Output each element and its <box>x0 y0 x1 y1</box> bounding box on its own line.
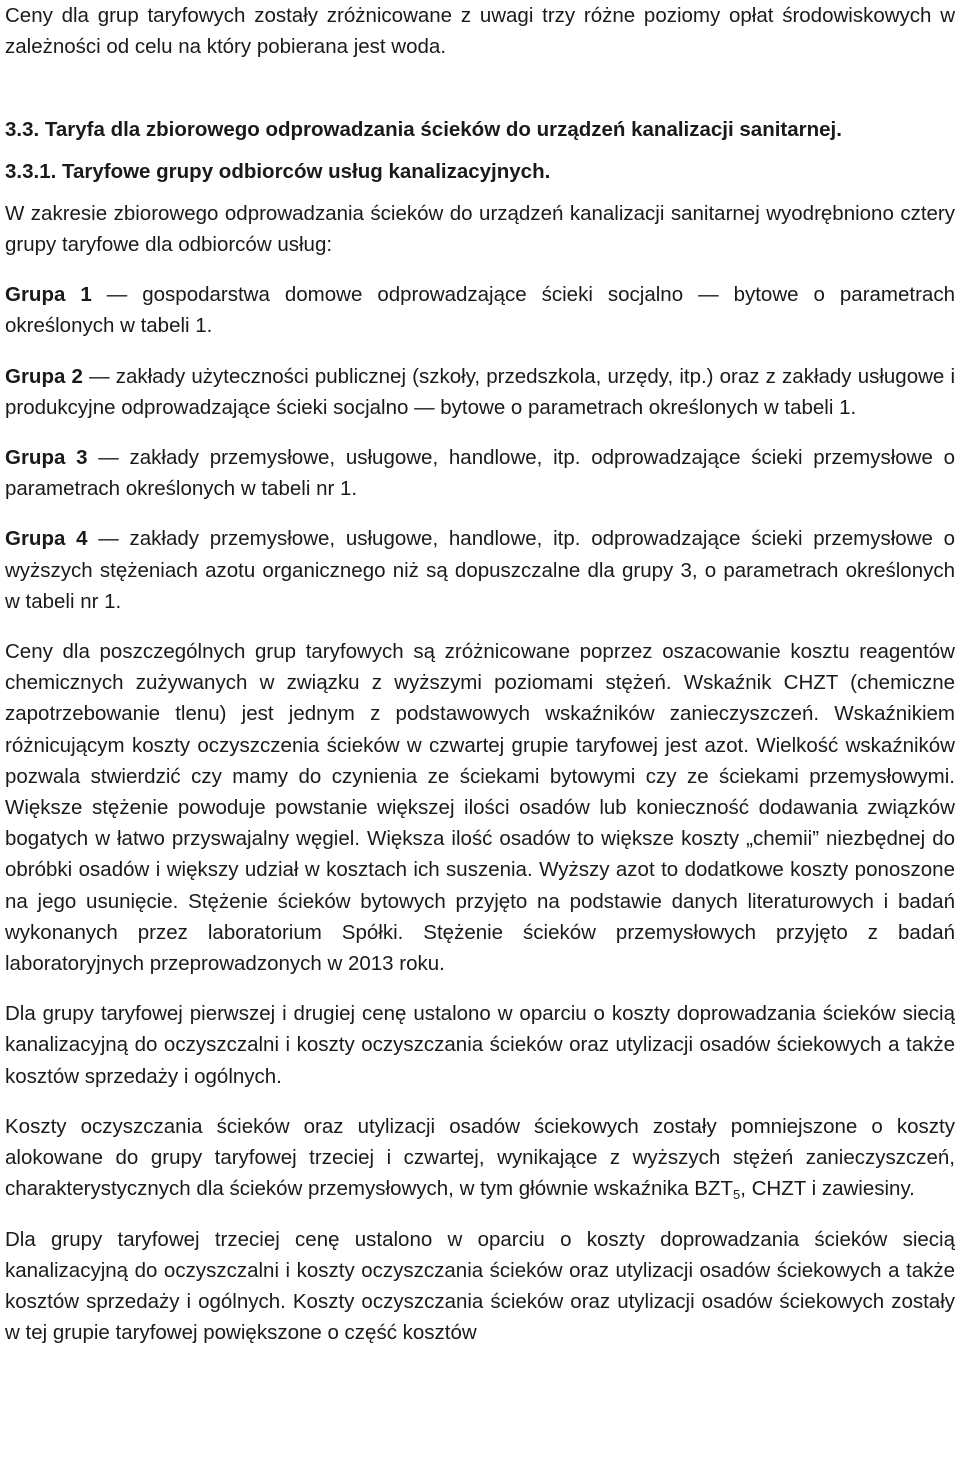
group-4-label: Grupa 4 <box>5 527 88 551</box>
group-2-text: — zakłady użyteczności publicznej (szkoły, przedszkola, urzędy, itp.) oraz z zakłady usługowe i produkcyjne odprowadzające ścieki socjalno — bytowe o parametrach określonych w tabeli 1. <box>5 364 956 419</box>
document-page <box>5 0 955 1348</box>
scope-paragraph: W zakresie zbiorowego odprowadzania ścieków do urządzeń kanalizacji sanitarnej wyodrębniono cztery grupy taryfowe dla odbiorców usług: <box>5 201 955 257</box>
group-3-pricing-paragraph: Dla grupy taryfowej trzeciej cenę ustalono w oparciu o koszty doprowadzania ścieków siecią kanalizacyjną do oczyszczalni i koszty oczyszczania ścieków oraz utylizacji osadów ściekowych a także kosztów sprzedaży i ogólnych. Koszty oczyszczania ścieków oraz utylizacji osadów ściekowych zostały w tej grupie taryfowej powiększone o część kosztów <box>5 1227 955 1345</box>
costs-text: Koszty oczyszczania ścieków oraz utylizacji osadów ściekowych zostały pomniejszone o koszty alokowane do grupy taryfowej trzeciej i czwartej, wynikające z wyższych stężeń zanieczyszczeń, charakterystycznych dla ścieków przemysłowych, w tym głównie wskaźnika BZT <box>5 1114 955 1201</box>
group-4-text: — zakłady przemysłowe, usługowe, handlowe, itp. odprowadzające ścieki przemysłowe o wyższych stężeniach azotu organicznego niż są dopuszczalne dla grupy 3, o parametrach określonych w tabeli nr 1. <box>5 527 956 613</box>
pricing-paragraph: Ceny dla poszczególnych grup taryfowych są zróżnicowane poprzez oszacowanie kosztu reagentów chemicznych zużywanych w związku z wyższymi poziomami stężeń. Wskaźnik CHZT (chemiczne zapotrzebowanie tlenu) jest jednym z podstawowych wskaźników zanieczyszczeń. Wskaźnikiem różnicującym koszty oczyszczenia ścieków w czwartej grupie taryfowej jest azot. Wielkość wskaźników pozwala stwierdzić czy mamy do czynienia ze ściekami bytowymi czy ze ściekami przemysłowymi. Większe stężenie powoduje powstanie większej ilości osadów lub konieczność dodawania związków bogatych w łatwo przyswajalny węgiel. Większa ilość osadów to większe koszty „chemii” niezbędnej do obróbki osadów i większy udział w kosztach ich suszenia. Wyższy azot to dodatkowe koszty ponoszone na jego usunięcie. Stężenie ścieków bytowych przyjęto na podstawie danych literaturowych i badań wykonanych przez laboratorium Spółki. Stężenie ścieków przemysłowych przyjęto z badań laboratoryjnych przeprowadzonych w 2013 roku. <box>5 640 955 976</box>
group-1-label: Grupa 1 <box>5 283 92 307</box>
costs-text-tail: , CHZT i zawiesiny. <box>740 1177 915 1201</box>
section-heading-3-3: 3.3. Taryfa dla zbiorowego odprowadzania ścieków do urządzeń kanalizacji sanitarnej. <box>5 118 842 142</box>
intro-paragraph: Ceny dla grup taryfowych zostały zróżnicowane z uwagi trzy różne poziomy opłat środowiskowych w zależności od celu na który pobierana jest woda. <box>5 4 955 59</box>
group-3-paragraph <box>5 442 955 504</box>
costs-paragraph <box>5 1111 955 1205</box>
group-1-text: — gospodarstwa domowe odprowadzające ścieki socjalno — bytowe o parametrach określonych w tabeli 1. <box>5 283 955 338</box>
group-3-text: — zakłady przemysłowe, usługowe, handlowe, itp. odprowadzające ścieki przemysłowe o parametrach określonych w tabeli nr 1. <box>5 446 956 501</box>
bzt-subscript: 5 <box>732 1187 741 1203</box>
group-2-label: Grupa 2 <box>5 364 83 388</box>
subsection-heading-3-3-1: 3.3.1. Taryfowe grupy odbiorców usług kanalizacyjnych. <box>5 159 551 183</box>
group-3-label: Grupa 3 <box>5 446 88 470</box>
group-2-paragraph <box>5 361 955 423</box>
group-1-paragraph <box>5 279 955 341</box>
group-4-paragraph <box>5 523 955 617</box>
groups-1-2-pricing-paragraph: Dla grupy taryfowej pierwszej i drugiej cenę ustalono w oparciu o koszty doprowadzania ścieków siecią kanalizacyjną do oczyszczalni i koszty oczyszczania ścieków oraz utylizacji osadów ściekowych a także kosztów sprzedaży i ogólnych. <box>5 1002 955 1088</box>
